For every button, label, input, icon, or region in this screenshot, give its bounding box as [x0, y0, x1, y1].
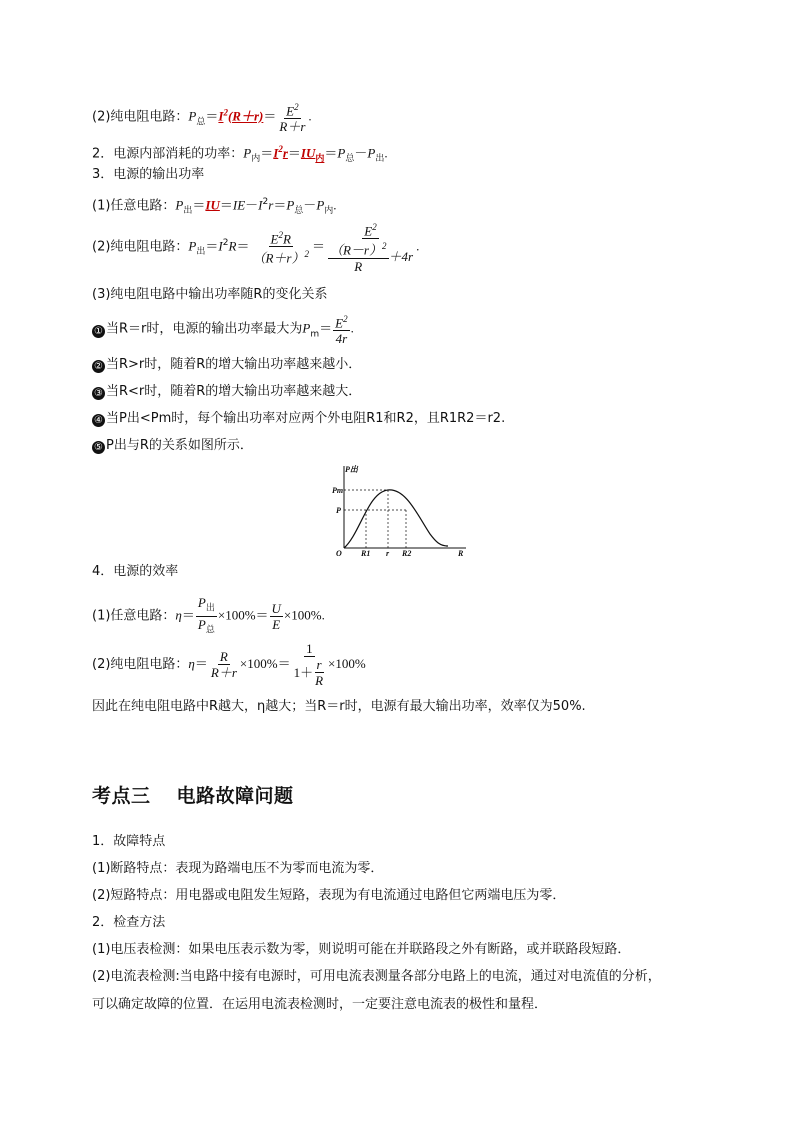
item-2: ② 当R>r时，随着R的增大输出功率越来越小． [92, 356, 361, 374]
open-circuit-feature: (1)断路特点：表现为路端电压不为零而电流为零． [92, 861, 384, 876]
efficiency-conclusion: 因此在纯电阻电路中R越大，η越大；当R＝r时，电源有最大输出功率，效率仅为50%. [92, 699, 586, 714]
y-axis-label: P出 [345, 465, 358, 474]
circled-2-icon: ② [92, 360, 105, 373]
item-5: ⑤ P出与R的关系如图所示． [92, 437, 253, 455]
circled-4-icon: ④ [92, 414, 105, 427]
relation-heading: (3)纯电阻电路中输出功率随R的变化关系 [92, 287, 328, 302]
fraction: $\frac{E^2}{R+r}$ [279, 102, 306, 135]
tick-p: P [336, 506, 341, 515]
item-3: ③ 当R<r时，随着R的增大输出功率越来越大． [92, 383, 361, 401]
fault-features-heading: 1．故障特点 [92, 834, 166, 849]
power-curve [344, 490, 448, 548]
tick-r2: R2 [402, 549, 412, 556]
tick-r1: R1 [361, 549, 371, 556]
voltmeter-check: (1)电压表检测：如果电压表示数为零，则说明可能在并联路段之外有断路，或并联路段短路． [92, 942, 631, 957]
any-circuit-output-power: (1)任意电路：$P_出=IU=IE-I^2r=P_总-P_内$. [92, 197, 337, 216]
power-resistance-chart [330, 464, 470, 556]
any-circuit-efficiency: (1)任意电路：η＝ $\frac{P_出}{P_总}$ ×100%＝ $\frac{U}{E}$ ×100%. [92, 595, 325, 635]
output-power-heading: 3．电源的输出功率 [92, 167, 205, 182]
ammeter-check: (2)电流表检测:当电路中接有电源时，可用电流表测量各部分电路上的电流，通过对电流值的分析， [92, 969, 661, 984]
short-circuit-feature: (2)短路特点：用电器或电阻发生短路，表现为有电流通过电路但它两端电压为零． [92, 888, 566, 903]
circled-3-icon: ③ [92, 387, 105, 400]
pure-resistance-output-power: (2)纯电阻电路：$P_出=I^2R=$ $\frac{E^2R}{(R+r)^2}$ ＝ $E^2$ $\frac{(R-r)^2}{R}$ ＋4r . [92, 222, 420, 274]
internal-power: 2．电源内部消耗的功率：$P_内=I^2r=IU_内=P_总-P_出$. [92, 144, 388, 164]
item-1: ① 当R＝r时，电源的输出功率最大为$P_m=$ $\frac{E^2}{4r}$ . [92, 312, 354, 346]
ammeter-check-continued: 可以确定故障的位置．在运用电流表检测时，一定要注意电流表的极性和量程． [92, 997, 548, 1012]
circled-5-icon: ⑤ [92, 441, 105, 454]
pure-resistance-efficiency: (2)纯电阻电路：η＝ $\frac{R}{R+r}$ ×100%＝ 1 1＋ $\frac{r}{R}$ ×100% [92, 641, 366, 688]
efficiency-heading: 4．电源的效率 [92, 564, 179, 579]
pure-resistance-total-power: (2)纯电阻电路：$P_总=I^2(R+r)=$ $\frac{E^2}{R+r}$ . [92, 102, 312, 135]
item-4: ④ 当P出<Pm时，每个输出功率对应两个外电阻R1和R2，且R1R2＝r2. [92, 410, 505, 428]
x-axis-label: R [458, 549, 464, 556]
circled-1-icon: ① [92, 325, 105, 338]
section-heading: 考点三 电路故障问题 [92, 785, 294, 807]
check-method-heading: 2．检查方法 [92, 915, 166, 930]
tick-pm: Pm [332, 486, 344, 495]
tick-origin: O [336, 549, 342, 556]
tick-r: r [386, 549, 390, 556]
